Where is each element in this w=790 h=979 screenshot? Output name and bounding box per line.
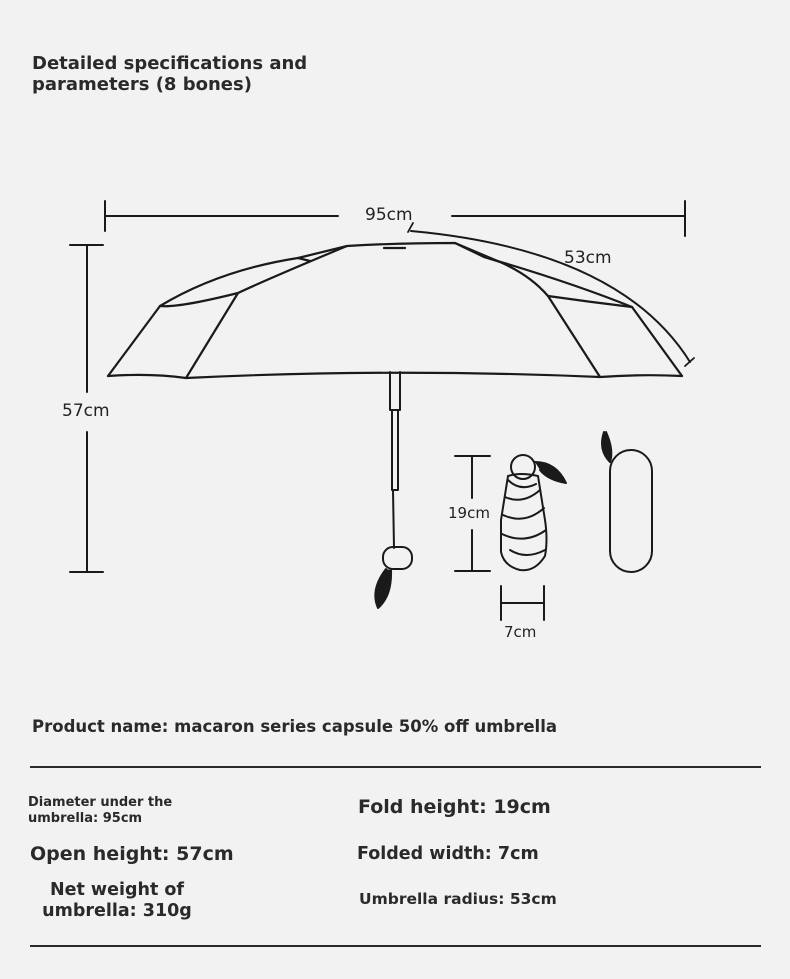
radius-label: 53cm bbox=[564, 248, 612, 268]
radius-dimension-arc bbox=[408, 223, 694, 366]
divider-top bbox=[30, 766, 761, 768]
product-name: Product name: macaron series capsule 50% off umbrella bbox=[32, 717, 558, 736]
spec-radius: Umbrella radius: 53cm bbox=[359, 890, 557, 908]
spec-net-weight-line-2: umbrella: 310g bbox=[42, 901, 192, 921]
diameter-label: 95cm bbox=[365, 205, 413, 225]
fold-height-label: 19cm bbox=[448, 504, 490, 522]
folded-width-label: 7cm bbox=[504, 623, 537, 641]
folded-umbrella-capsule bbox=[455, 455, 566, 620]
spec-net-weight-line-1: Net weight of bbox=[49, 880, 185, 900]
title-line-1: Detailed specifications and bbox=[32, 53, 308, 74]
spec-diameter bbox=[28, 795, 172, 827]
spec-fold-height: Fold height: 19cm bbox=[358, 796, 551, 818]
spec-net-weight bbox=[37, 880, 197, 922]
spec-diameter-line-1: Diameter under the bbox=[28, 795, 173, 810]
title-line-2: parameters (8 bones) bbox=[32, 74, 252, 95]
capsule-case bbox=[602, 432, 652, 572]
divider-bottom bbox=[30, 945, 761, 947]
spec-diameter-line-2: umbrella: 95cm bbox=[28, 811, 143, 826]
spec-folded-width: Folded width: 7cm bbox=[357, 844, 539, 864]
umbrella-shaft bbox=[375, 372, 412, 608]
spec-open-height: Open height: 57cm bbox=[30, 843, 234, 865]
open-height-label: 57cm bbox=[62, 401, 110, 421]
